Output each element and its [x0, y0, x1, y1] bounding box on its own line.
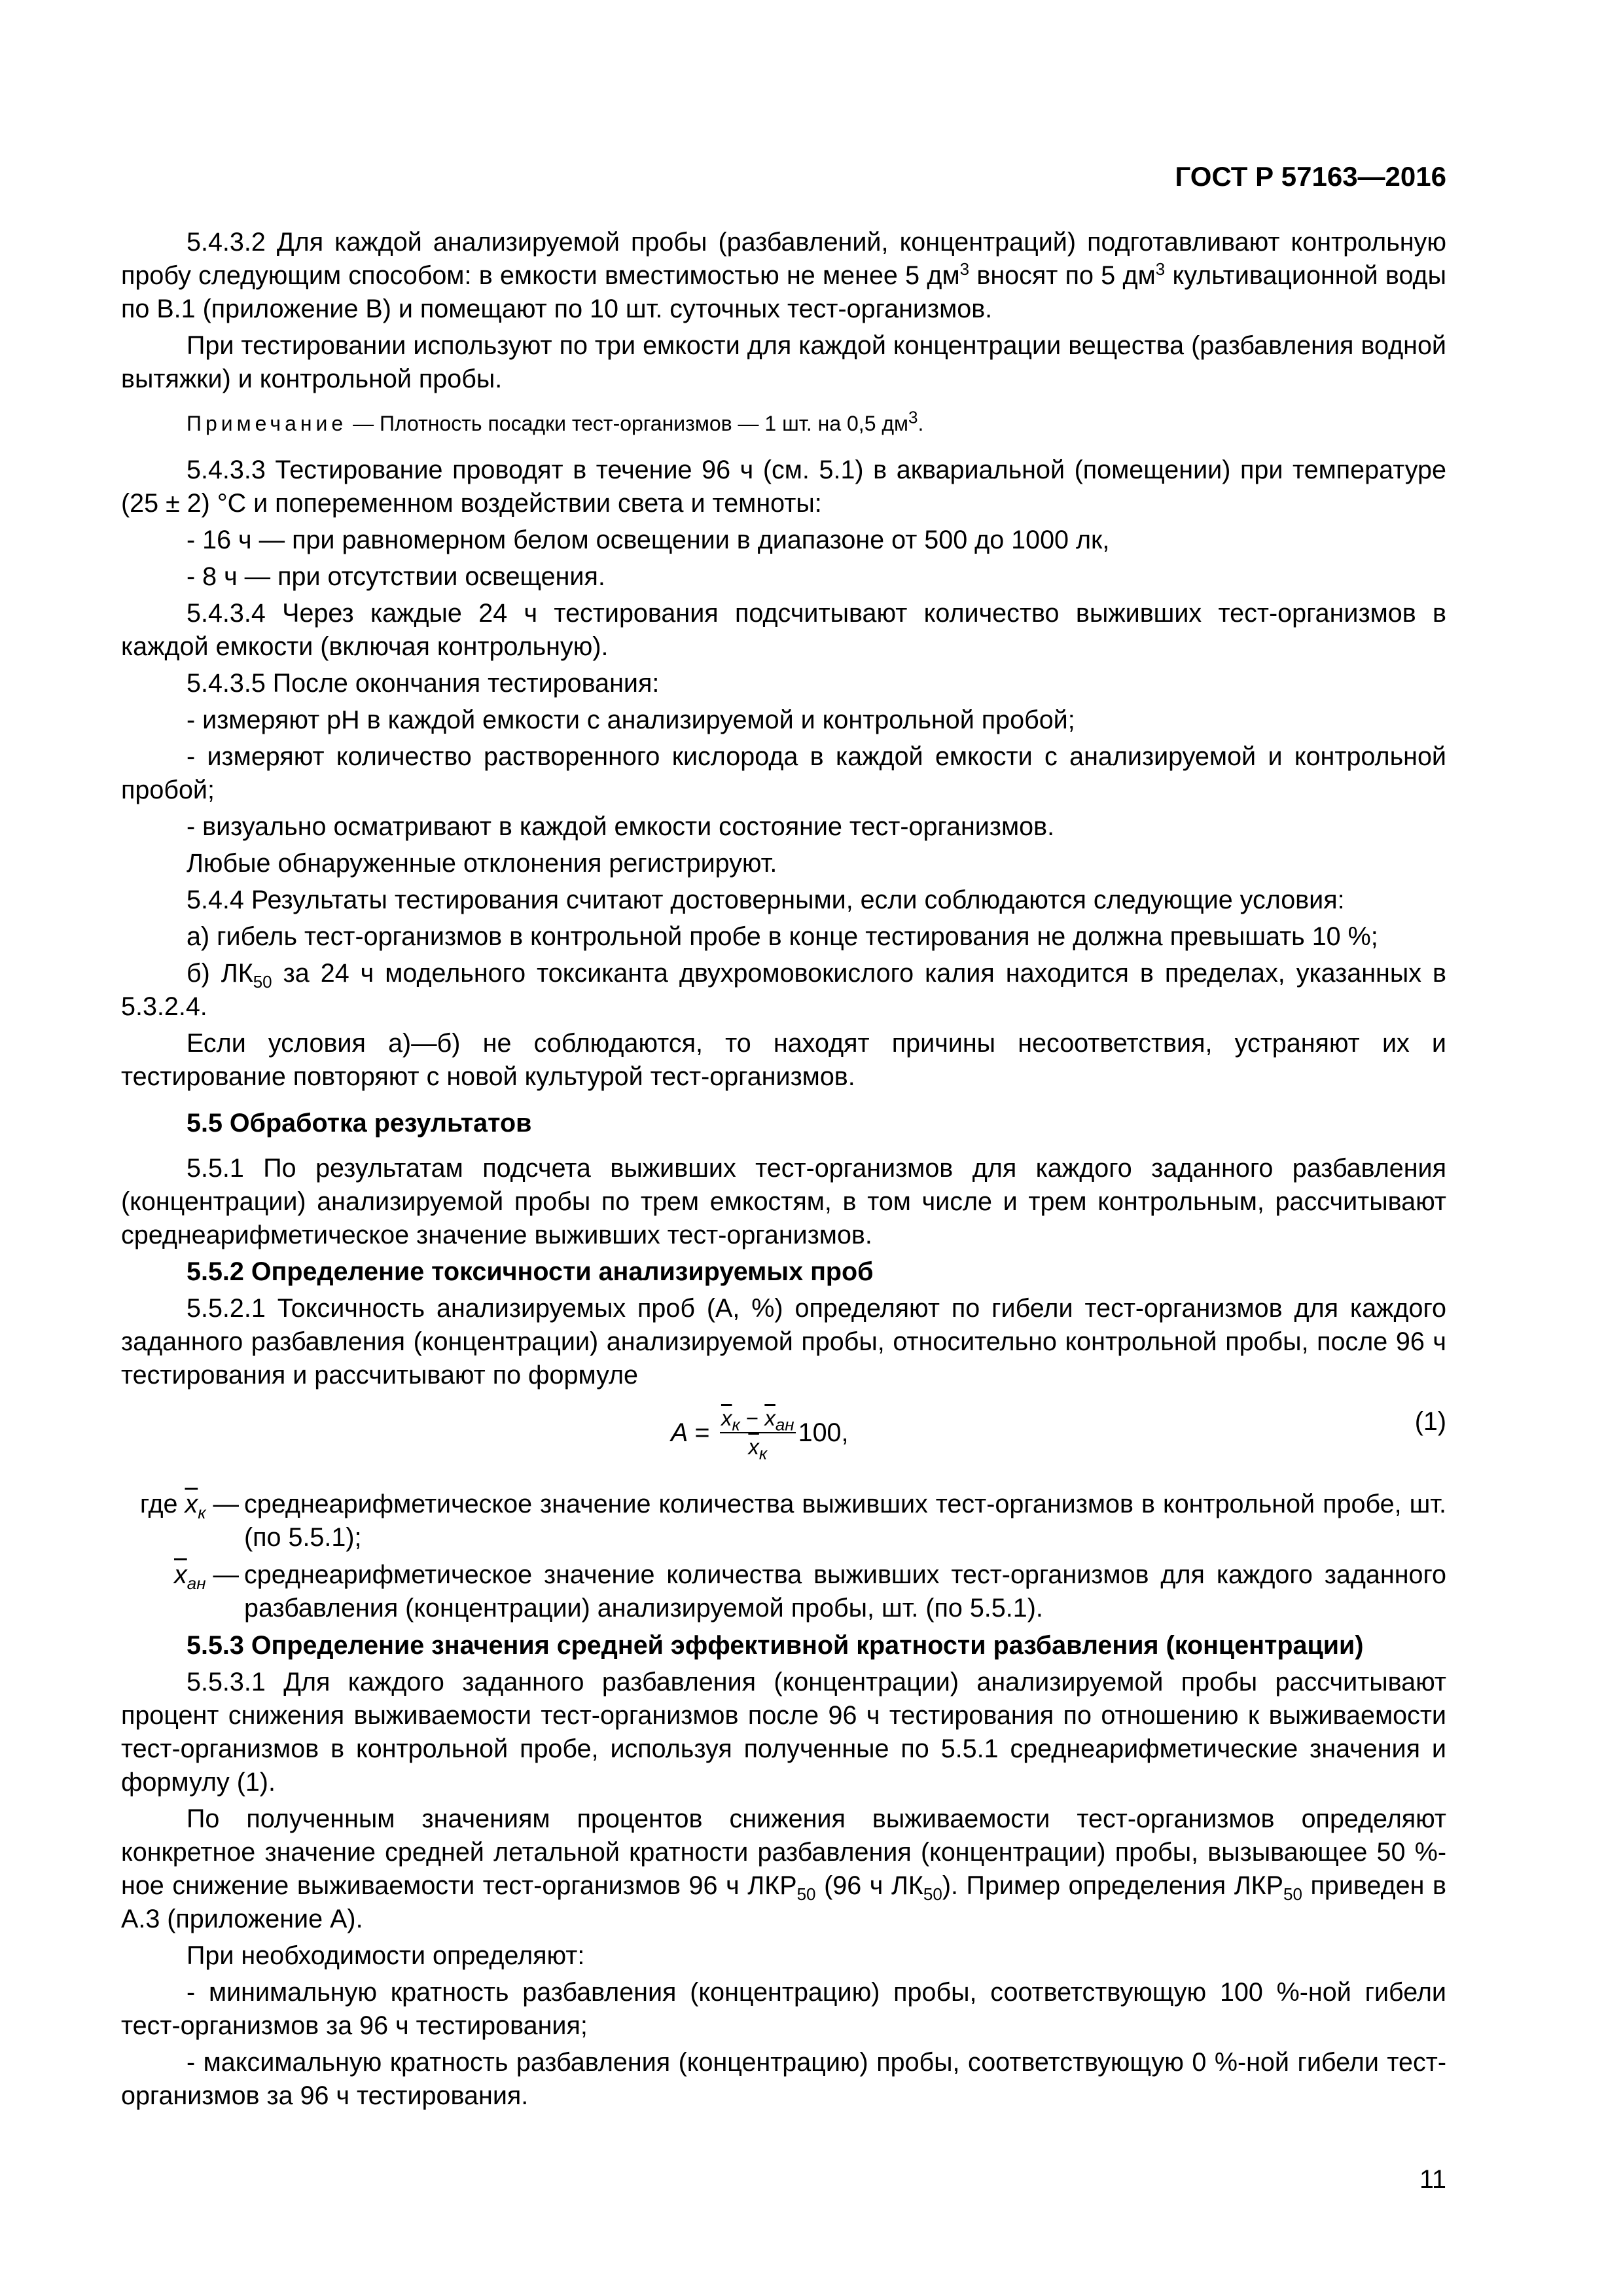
text-run: (96 ч ЛК — [815, 1871, 923, 1900]
definition-text: среднеарифметическое значение количества выживших тест-организмов в контрольной пробе, шт. (по 5.5.1); — [244, 1490, 1446, 1552]
paragraph-5-4-4: 5.4.4 Результаты тестирования считают достоверными, если соблюдаются следующие условия: — [187, 886, 1345, 914]
subscript: 50 — [923, 1884, 942, 1904]
formula-factor: 100, — [798, 1418, 849, 1447]
text-run: за 24 ч модельного токсиканта двухромовокислого калия находится в пределах, указанных в 5.3.2.4. — [121, 959, 1446, 1021]
text-run: — — [205, 1560, 239, 1589]
superscript: 3 — [959, 259, 970, 279]
paragraph-deviations: Любые обнаруженные отклонения регистрируют. — [187, 849, 777, 878]
x-bar: $\overline{x}$ — [173, 1560, 187, 1589]
text-run: культивационной воды по В.1 (приложение В) и помещают по 10 шт. суточных тест-организмов. — [121, 261, 1446, 323]
section-heading-5-5-2: 5.5.2 Определение токсичности анализируемых проб — [187, 1257, 874, 1286]
list-item: - максимальную кратность разбавления (концентрацию) пробы, соответствующую 0 %-ной гибели тест-организмов за 96 ч тестирования. — [121, 2048, 1446, 2110]
condition-a: а) гибель тест-организмов в контрольной пробе в конце тестирования не должна превышать 10 %; — [187, 922, 1378, 951]
text-run: — — [205, 1490, 239, 1518]
document-body — [121, 226, 1446, 2116]
paragraph-lkr — [121, 1803, 1446, 1936]
paragraph-5-5-2-1: 5.5.2.1 Токсичность анализируемых проб (А, %) определяют по гибели тест-организмов для каждого заданного разбавления (концентрации) анализируемой пробы, относительно контрольной пробы, после 96 ч тестирования и рассчитывают по формуле — [121, 1294, 1446, 1390]
section-heading-5-5-3: 5.5.3 Определение значения средней эффективной кратности разбавления (концентрации) — [187, 1631, 1364, 1660]
subscript: к — [732, 1414, 740, 1435]
text-run: вносят по 5 дм — [969, 261, 1156, 290]
subscript: ан — [775, 1414, 794, 1435]
list-item: - 16 ч — при равномерном белом освещении в диапазоне от 500 до 1000 лк, — [187, 526, 1110, 554]
formula-numerator — [720, 1405, 796, 1433]
page-number: 11 — [1419, 2165, 1446, 2194]
document-code-header: ГОСТ Р 57163—2016 — [1175, 161, 1446, 192]
condition-b — [121, 957, 1446, 1024]
subscript: к — [758, 1443, 768, 1463]
text-run: где — [139, 1490, 185, 1518]
formula-1 — [121, 1397, 1446, 1471]
subscript: 50 — [1283, 1884, 1302, 1904]
superscript: 3 — [908, 407, 918, 427]
formula-expression — [671, 1405, 849, 1463]
superscript: 3 — [1155, 259, 1166, 279]
minus-sign: − — [740, 1406, 765, 1430]
x-bar: $\overline{x}$ — [748, 1435, 759, 1459]
text-run: 5.4.3.2 Для каждой анализируемой пробы (разбавлений, концентраций) подготавливают контрольную пробу следующим способом: в емкости вместимостью не менее 5 дм — [121, 228, 1446, 290]
paragraph-5-5-3-1: 5.5.3.1 Для каждого заданного разбавления (концентрации) анализируемой пробы рассчитывают процент снижения выживаемости тест-организмов после 96 ч тестирования по отношению к выживаемости тест-организмов в контрольной пробе, используя полученные по 5.5.1 среднеарифметические значения и формулу (1). — [121, 1668, 1446, 1797]
paragraph-5-5-1: 5.5.1 По результатам подсчета выживших тест-организмов для каждого заданного разбавления (концентрации) анализируемой пробы по трем емкостям, в том числе и трем контрольным, рассчитывают среднеарифметическое значение выживших тест-организмов. — [121, 1154, 1446, 1249]
text-run: приведен в А.3 (приложение А). — [121, 1871, 1446, 1933]
paragraph-conditions-fail: Если условия а)—б) не соблюдаются, то находят причины несоответствия, устраняют их и тестирование повторяют с новой культурой тест-организмов. — [121, 1029, 1446, 1091]
definition-x-an — [121, 1558, 1446, 1625]
list-item: - минимальную кратность разбавления (концентрацию) пробы, соответствующую 100 %-ной гибели тест-организмов за 96 ч тестирования; — [121, 1978, 1446, 2040]
paragraph-5-4-3-5: 5.4.3.5 После окончания тестирования: — [187, 669, 660, 698]
list-item: - измеряют рН в каждой емкости с анализируемой и контрольной пробой; — [187, 706, 1075, 734]
x-bar: $\overline{x}$ — [185, 1490, 198, 1518]
definition-x-k — [121, 1488, 1446, 1554]
definition-text: среднеарифметическое значение количества выживших тест-организмов для каждого заданного разбавления (концентрации) анализируемой пробы, шт. (по 5.5.1). — [244, 1560, 1446, 1623]
text-run: По полученным значениям процентов снижения выживаемости тест-организмов определяют конкретное значение средней летальной кратности разбавления (концентрации) пробы, вызывающее 50 %-ное снижение выживаемости тест-организмов 96 ч ЛКР — [121, 1804, 1446, 1900]
x-bar: $\overline{x}$ — [764, 1406, 776, 1430]
note-label: Примечание — [187, 412, 348, 435]
definition-symbol — [115, 1488, 244, 1521]
subscript: 50 — [253, 971, 272, 992]
formula-lhs: A = — [671, 1418, 709, 1447]
text-run: ). Пример определения ЛКР — [942, 1871, 1283, 1900]
paragraph-5-4-3-3: 5.4.3.3 Тестирование проводят в течение 96 ч (см. 5.1) в аквариальной (помещении) при температуре (25 ± 2) °С и попеременном воздействии света и темноты: — [121, 456, 1446, 518]
formula-denominator — [748, 1433, 768, 1463]
definition-symbol — [115, 1558, 244, 1592]
formula-fraction — [720, 1405, 796, 1463]
x-bar: $\overline{x}$ — [721, 1406, 732, 1430]
list-item: - визуально осматривают в каждой емкости состояние тест-организмов. — [187, 812, 1055, 841]
text-run: б) ЛК — [187, 959, 253, 988]
paragraph-if-needed: При необходимости определяют: — [187, 1941, 585, 1970]
paragraph-testing-use: При тестировании используют по три емкости для каждой концентрации вещества (разбавления водной вытяжки) и контрольной пробы. — [121, 331, 1446, 393]
note — [121, 409, 1446, 438]
paragraph-5-4-3-4: 5.4.3.4 Через каждые 24 ч тестирования подсчитывают количество выживших тест-организмов в каждой емкости (включая контрольную). — [121, 599, 1446, 661]
subscript: ан — [187, 1573, 206, 1593]
subscript: 50 — [796, 1884, 816, 1904]
note-text: — Плотность посадки тест-организмов — 1 шт. на 0,5 дм — [347, 412, 909, 435]
list-item: - 8 ч — при отсутствии освещения. — [187, 562, 605, 591]
subscript: к — [198, 1502, 206, 1522]
section-heading-5-5: 5.5 Обработка результатов — [187, 1109, 532, 1138]
equation-number: (1) — [1414, 1407, 1446, 1436]
text-run: . — [918, 412, 924, 435]
paragraph-5-4-3-2 — [121, 226, 1446, 326]
list-item: - измеряют количество растворенного кислорода в каждой емкости с анализируемой и контрольной пробой; — [121, 742, 1446, 804]
